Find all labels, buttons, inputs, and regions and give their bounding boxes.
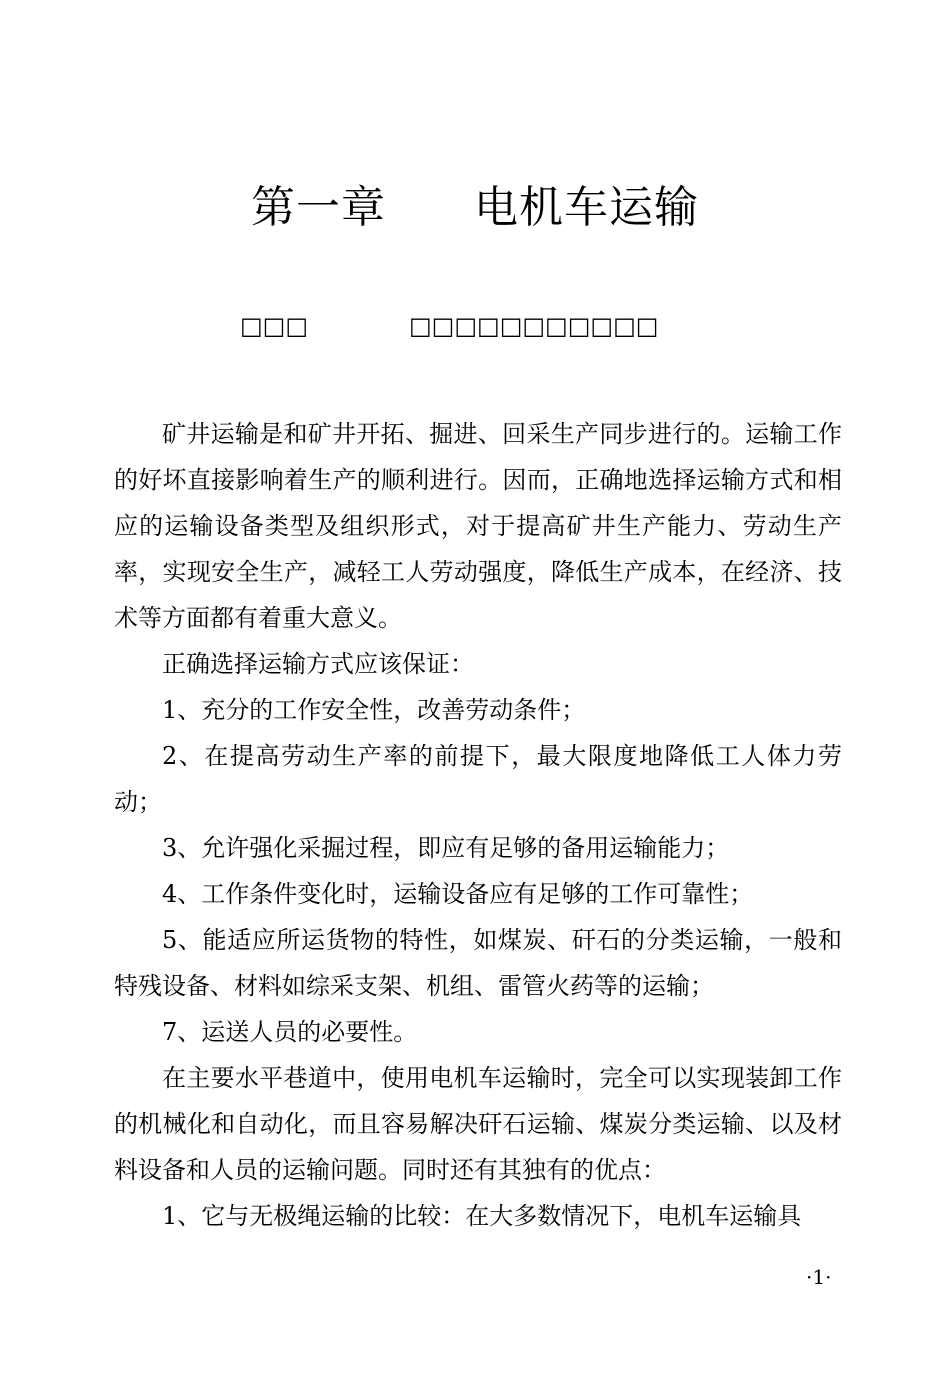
section-title: □□□□□□□□□□□ xyxy=(409,312,659,340)
list-item: 2、在提高劳动生产率的前提下，最大限度地降低工人体力劳动； xyxy=(114,742,842,816)
body-text xyxy=(114,411,842,1239)
chapter-number: 第一章 xyxy=(251,182,386,233)
chapter-title xyxy=(0,180,950,236)
list-item: 3、允许强化采掘过程，即应有足够的备用运输能力； xyxy=(162,834,730,862)
paragraph-advantages: 在主要水平巷道中，使用电机车运输时，完全可以实现装卸工作的机械化和自动化，而且容易解决矸石运输、煤炭分类运输、以及材料设备和人员的运输问题。同时还有其独有的优点： xyxy=(114,1064,842,1184)
list-item: 1、它与无极绳运输的比较：在大多数情况下，电机车运输具 xyxy=(162,1202,802,1230)
page-number: ·1· xyxy=(806,1265,832,1289)
list-item: 1、充分的工作安全性，改善劳动条件； xyxy=(162,696,586,724)
section-number: □□□ xyxy=(240,312,309,340)
chapter-name: 电机车运输 xyxy=(474,182,699,233)
paragraph-requirements-lead: 正确选择运输方式应该保证： xyxy=(162,650,474,678)
list-item: 7、运送人员的必要性。 xyxy=(162,1018,418,1046)
paragraph-intro: 矿井运输是和矿井开拓、掘进、回采生产同步进行的。运输工作的好坏直接影响着生产的顺利进行。因而，正确地选择运输方式和相应的运输设备类型及组织形式，对于提高矿井生产能力、劳动生产率，实现安全生产，减轻工人劳动强度，降低生产成本，在经济、技术等方面都有着重大意义。 xyxy=(114,420,842,632)
list-item: 5、能适应所运货物的特性，如煤炭、矸石的分类运输，一般和特残设备、材料如综采支架、机组、雷管火药等的运输； xyxy=(114,926,842,1000)
list-item: 4、工作条件变化时，运输设备应有足够的工作可靠性； xyxy=(162,880,754,908)
